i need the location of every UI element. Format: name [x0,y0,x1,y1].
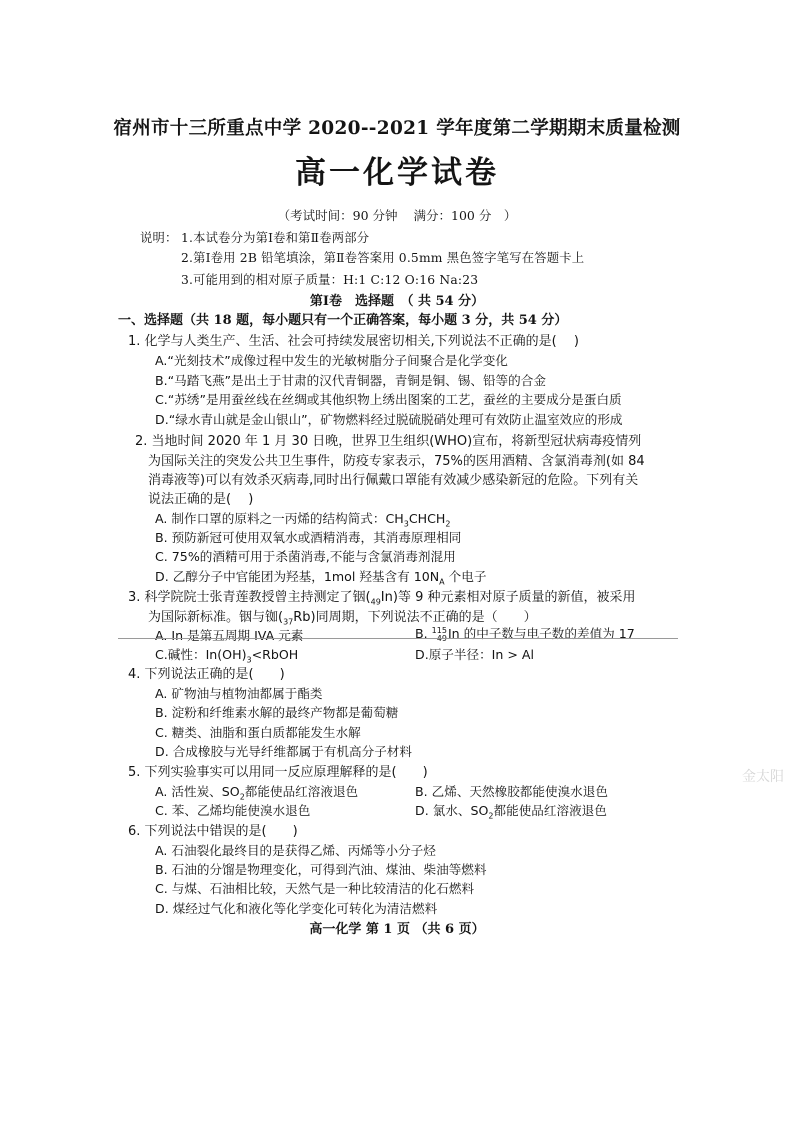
question-3-line-1 [128,586,635,607]
mass-number: 115 [431,625,447,635]
section-title: 一、选择题（共 18 题，每小题只有一个正确答案，每小题 3 分，共 54 分） [118,313,568,328]
formula-subscript: 2 [239,792,245,802]
question-2-option-c: C. 75%的酒精可用于杀菌消毒,不能与含氯消毒剂混用 [155,549,456,564]
formula-subscript: 3 [246,655,252,665]
question-5-stem: 5. 下列实验事实可以用同一反应原理解释的是( ) [128,765,428,780]
question-3-option-a: A. In 是第五周期 IVA 元素 [155,628,304,643]
question-2-option-d [155,566,486,587]
question-3-option-d: D.原子半径：In > Al [415,647,535,662]
volume-title: 第Ⅰ卷 选择题 （ 共 54 分） [309,294,485,309]
question-5-option-d [415,800,607,821]
atomic-number-subscript: 37 [283,617,294,627]
question-2-option-b: B. 预防新冠可使用双氧水或酒精消毒，其消毒原理相同 [155,530,462,545]
atomic-number-subscript: 49 [370,597,381,607]
exam-score: 满分：100 分 ） [413,208,517,223]
option-d-tail: 都能使品红溶液退色 [493,803,607,818]
question-4-stem: 4. 下列说法正确的是( ) [128,667,285,682]
faint-watermark: 金太阳 [742,769,784,785]
option-b-tail: In 的中子数与电子数的差值为 17 [447,626,635,641]
formula-subscript: 2 [488,811,494,821]
option-d-text: D. 乙醇分子中官能团为羟基，1mol 羟基含有 10N [155,569,440,584]
question-1-option-a: A.“光刻技术”成像过程中发生的光敏树脂分子间聚合是化学变化 [155,353,508,368]
notes-label: 说明： [140,231,178,245]
question-6-stem: 6. 下列说法中错误的是( ) [128,824,298,839]
question-5-option-a [155,781,358,802]
formula-part: CHCH [408,511,446,526]
question-3-option-c [155,644,298,665]
question-6-option-d: D. 煤经过气化和液化等化学变化可转化为清洁燃料 [155,901,438,916]
question-4-option-c: C. 糖类、油脂和蛋白质都能发生水解 [155,725,361,740]
question-6-option-c: C. 与煤、石油相比较，天然气是一种比较清洁的化石燃料 [155,881,475,896]
option-a-text: A. 活性炭、SO [155,784,240,799]
question-6-option-a: A. 石油裂化最终目的是获得乙烯、丙烯等小分子烃 [155,843,436,858]
option-d-text: D. 氯水、SO [415,803,489,818]
option-a-tail: 都能使品红溶液退色 [244,784,359,799]
option-c-tail: <RbOH [251,647,299,662]
divider-line [118,638,678,639]
question-4-option-d: D. 合成橡胶与光导纤维都属于有机高分子材料 [155,744,412,759]
option-d-tail: 个电子 [444,569,487,584]
nuclide-notation [432,627,447,643]
q3-line2-tail: Rb)同周期，下列说法不正确的是（ ） [293,610,537,625]
question-1-option-c: C.“苏绣”是用蚕丝线在丝绸或其他织物上绣出图案的工艺，蚕丝的主要成分是蛋白质 [155,392,622,407]
atomic-number: 49 [436,633,447,643]
option-b-label: B. [415,626,428,641]
note-1: 1.本试卷分为第Ⅰ卷和第Ⅱ卷两部分 [181,231,370,245]
question-2-line-4: 说法正确的是( ) [148,492,254,507]
q3-line1-tail: In)等 9 种元素相对原子质量的新值，被采用 [380,590,636,605]
question-2-line-2: 为国际关注的突发公共卫生事件，防疫专家表示，75%的医用酒精、含氯消毒剂(如 84 [148,454,645,469]
question-2-line-1: 2. 当地时间 2020 年 1 月 30 日晚，世界卫生组织(WHO)宣布，将新型冠状病毒疫情列 [135,434,642,449]
formula-part: CH [385,511,404,526]
avogadro-subscript: A [439,577,445,587]
exam-meta [0,206,794,224]
question-2-option-a [155,508,450,529]
question-4-option-a: A. 矿物油与植物油都属于酯类 [155,686,323,701]
question-1-stem: 1. 化学与人类生产、生活、社会可持续发展密切相关,下列说法不正确的是( ) [128,334,579,349]
propene-formula [385,511,451,529]
exam-title: 高一化学试卷 [295,155,499,191]
question-3-option-b [415,623,635,643]
question-5-option-c: C. 苯、乙烯均能使溴水退色 [155,803,311,818]
note-3: 3.可能用到的相对原子质量：H:1 C:12 O:16 Na:23 [181,273,479,287]
page-footer: 高一化学 第 1 页 （共 6 页） [309,922,485,937]
exam-school-heading: 宿州市十三所重点中学 2020--2021 学年度第二学期期末质量检测 [113,118,681,139]
formula-subscript: 2 [445,519,451,529]
note-2: 2.第Ⅰ卷用 2B 铅笔填涂，第Ⅱ卷答案用 0.5mm 黑色签字笔写在答题卡上 [181,251,585,265]
q3-line2-text: 为国际新标准。铟与铷( [148,610,284,625]
question-1-option-b: B.“马踏飞燕”是出土于甘肃的汉代青铜器，青铜是铜、锡、铅等的合金 [155,373,546,388]
q3-line1-text: 3. 科学院院士张青莲教授曾主持测定了铟( [128,590,371,605]
question-6-option-b: B. 石油的分馏是物理变化，可得到汽油、煤油、柴油等燃料 [155,862,487,877]
question-2-line-3: 消毒液等)可以有效杀灭病毒,同时出行佩戴口罩能有效减少感染新冠的危险。下列有关 [148,473,639,488]
option-c-text: C.碱性：In(OH) [155,647,247,662]
question-1-option-d: D.“绿水青山就是金山银山”，矿物燃料经过脱硫脱硝处理可有效防止温室效应的形成 [155,412,623,427]
exam-time: （考试时间：90 分钟 [277,208,398,223]
question-5-option-b: B. 乙烯、天然橡胶都能使溴水退色 [415,784,608,799]
formula-subscript: 3 [403,519,409,529]
option-a-text: A. 制作口罩的原料之一丙烯的结构简式： [155,511,386,526]
question-4-option-b: B. 淀粉和纤维素水解的最终产物都是葡萄糖 [155,705,399,720]
